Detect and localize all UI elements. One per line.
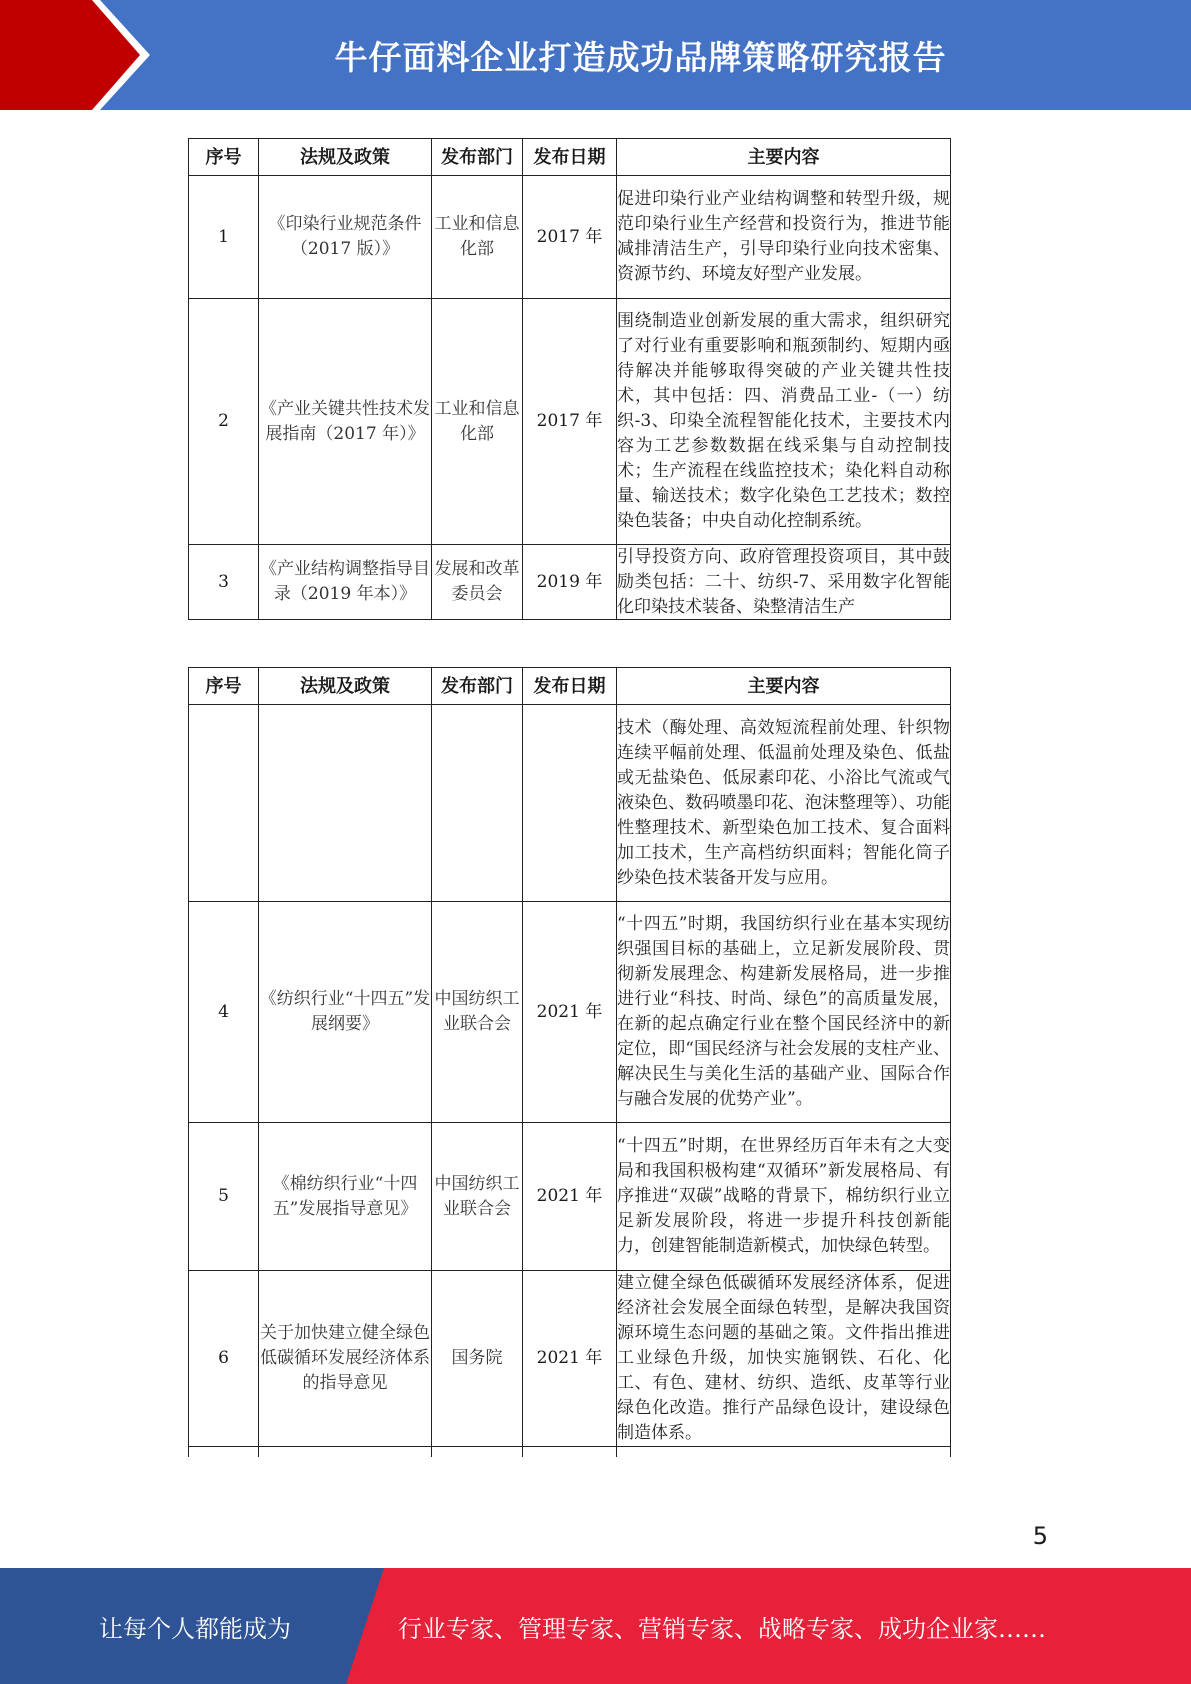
- row-department: 工业和信息化部: [432, 299, 523, 545]
- header-department: 发布部门: [432, 668, 523, 705]
- table-header-row: [189, 668, 951, 705]
- row-department: 国务院: [432, 1271, 523, 1447]
- row-department: [432, 705, 523, 902]
- row-department: 工业和信息化部: [432, 176, 523, 299]
- footer-slogan-right: 行业专家、管理专家、营销专家、战略专家、成功企业家……: [398, 1614, 1046, 1643]
- row-date: 2021 年: [523, 1123, 617, 1271]
- table-row: [189, 705, 951, 902]
- policy-table-1: [188, 138, 951, 620]
- header-content: 主要内容: [617, 668, 951, 705]
- header-date: 发布日期: [523, 139, 617, 176]
- row-index: 3: [189, 545, 259, 620]
- policy-table-2: [188, 667, 951, 1457]
- row-index: [189, 705, 259, 902]
- row-law: 《印染行业规范条件（2017 版）》: [259, 176, 432, 299]
- footer-slogan-left: 让每个人都能成为: [99, 1614, 291, 1643]
- table-header-row: [189, 139, 951, 176]
- row-content: “十四五”时期，我国纺织行业在基本实现纺织强国目标的基础上，立足新发展阶段、贯彻新发展理念、构建新发展格局，进一步推进行业“科技、时尚、绿色”的高质量发展，在新的起点确定行业在整个国民经济中的新定位，即“国民经济与社会发展的支柱产业、解决民生与美化生活的基础产业、国际合作与融合发展的优势产业”。: [617, 902, 951, 1123]
- header-date: 发布日期: [523, 668, 617, 705]
- page-header: [0, 0, 1191, 110]
- table-row: [189, 1271, 951, 1447]
- table-row: [189, 545, 951, 620]
- header-index: 序号: [189, 139, 259, 176]
- header-department: 发布部门: [432, 139, 523, 176]
- page-number: 5: [1032, 1522, 1048, 1550]
- row-content-text: 引导投资方向、政府管理投资项目，其中鼓励类包括：二十、纺织-7、采用数字化智能化印染技术装备、染整清洁生产: [617, 547, 950, 617]
- table-row: [189, 1123, 951, 1271]
- row-index: 5: [189, 1123, 259, 1271]
- row-date: 2019 年: [523, 545, 617, 620]
- row-law: 《产业结构调整指导目录（2019 年本）》: [259, 545, 432, 620]
- row-index: 1: [189, 176, 259, 299]
- row-date: 2021 年: [523, 1271, 617, 1447]
- row-index: 6: [189, 1271, 259, 1447]
- row-law: 《棉纺织行业“十四五”发展指导意见》: [259, 1123, 432, 1271]
- row-law: [259, 705, 432, 902]
- row-content: “十四五”时期，在世界经历百年未有之大变局和我国积极构建“双循环”新发展格局、有序推进“双碳”战略的背景下，棉纺织行业立足新发展阶段，将进一步提升科技创新能力，创建智能制造新模式，加快绿色转型。: [617, 1123, 951, 1271]
- row-index: 4: [189, 902, 259, 1123]
- row-law: 《产业关键共性技术发展指南（2017 年）》: [259, 299, 432, 545]
- row-department: 中国纺织工业联合会: [432, 1123, 523, 1271]
- row-content: 技术（酶处理、高效短流程前处理、针织物连续平幅前处理、低温前处理及染色、低盐或无盐染色、低尿素印花、小浴比气流或气液染色、数码喷墨印花、泡沫整理等）、功能性整理技术、新型染色加工技术、复合面料加工技术，生产高档纺织面料；智能化筒子纱染色技术装备开发与应用。: [617, 705, 951, 902]
- row-content: [617, 545, 951, 620]
- table-row-cutoff: [189, 1447, 951, 1458]
- row-content: 建立健全绿色低碳循环发展经济体系，促进经济社会发展全面绿色转型，是解决我国资源环境生态问题的基础之策。文件指出推进工业绿色升级，加快实施钢铁、石化、化工、有色、建材、纺织、造纸、皮革等行业绿色化改造。推行产品绿色设计，建设绿色制造体系。: [617, 1271, 951, 1447]
- row-index: 2: [189, 299, 259, 545]
- row-date: 2017 年: [523, 176, 617, 299]
- table-row: [189, 299, 951, 545]
- report-title: 牛仔面料企业打造成功品牌策略研究报告: [334, 37, 947, 77]
- row-department: 中国纺织工业联合会: [432, 902, 523, 1123]
- header-content: 主要内容: [617, 139, 951, 176]
- row-law: 关于加快建立健全绿色低碳循环发展经济体系的指导意见: [259, 1271, 432, 1447]
- page-footer: [0, 1568, 1191, 1684]
- header-index: 序号: [189, 668, 259, 705]
- table-row: [189, 176, 951, 299]
- header-law: 法规及政策: [259, 668, 432, 705]
- row-content: 围绕制造业创新发展的重大需求，组织研究了对行业有重要影响和瓶颈制约、短期内亟待解决并能够取得突破的产业关键共性技术，其中包括：四、消费品工业-（一）纺织-3、印染全流程智能化技术，主要技术内容为工艺参数数据在线采集与自动控制技术；生产流程在线监控技术；染化料自动称量、输送技术；数字化染色工艺技术；数控染色装备；中央自动化控制系统。: [617, 299, 951, 545]
- table-row: [189, 902, 951, 1123]
- row-date: 2021 年: [523, 902, 617, 1123]
- header-red-arrow-graphic: [0, 0, 150, 110]
- row-content: 促进印染行业产业结构调整和转型升级，规范印染行业生产经营和投资行为，推进节能减排清洁生产，引导印染行业向技术密集、资源节约、环境友好型产业发展。: [617, 176, 951, 299]
- header-law: 法规及政策: [259, 139, 432, 176]
- row-law: 《纺织行业“十四五”发展纲要》: [259, 902, 432, 1123]
- row-department: 发展和改革委员会: [432, 545, 523, 620]
- row-date: [523, 705, 617, 902]
- row-date: 2017 年: [523, 299, 617, 545]
